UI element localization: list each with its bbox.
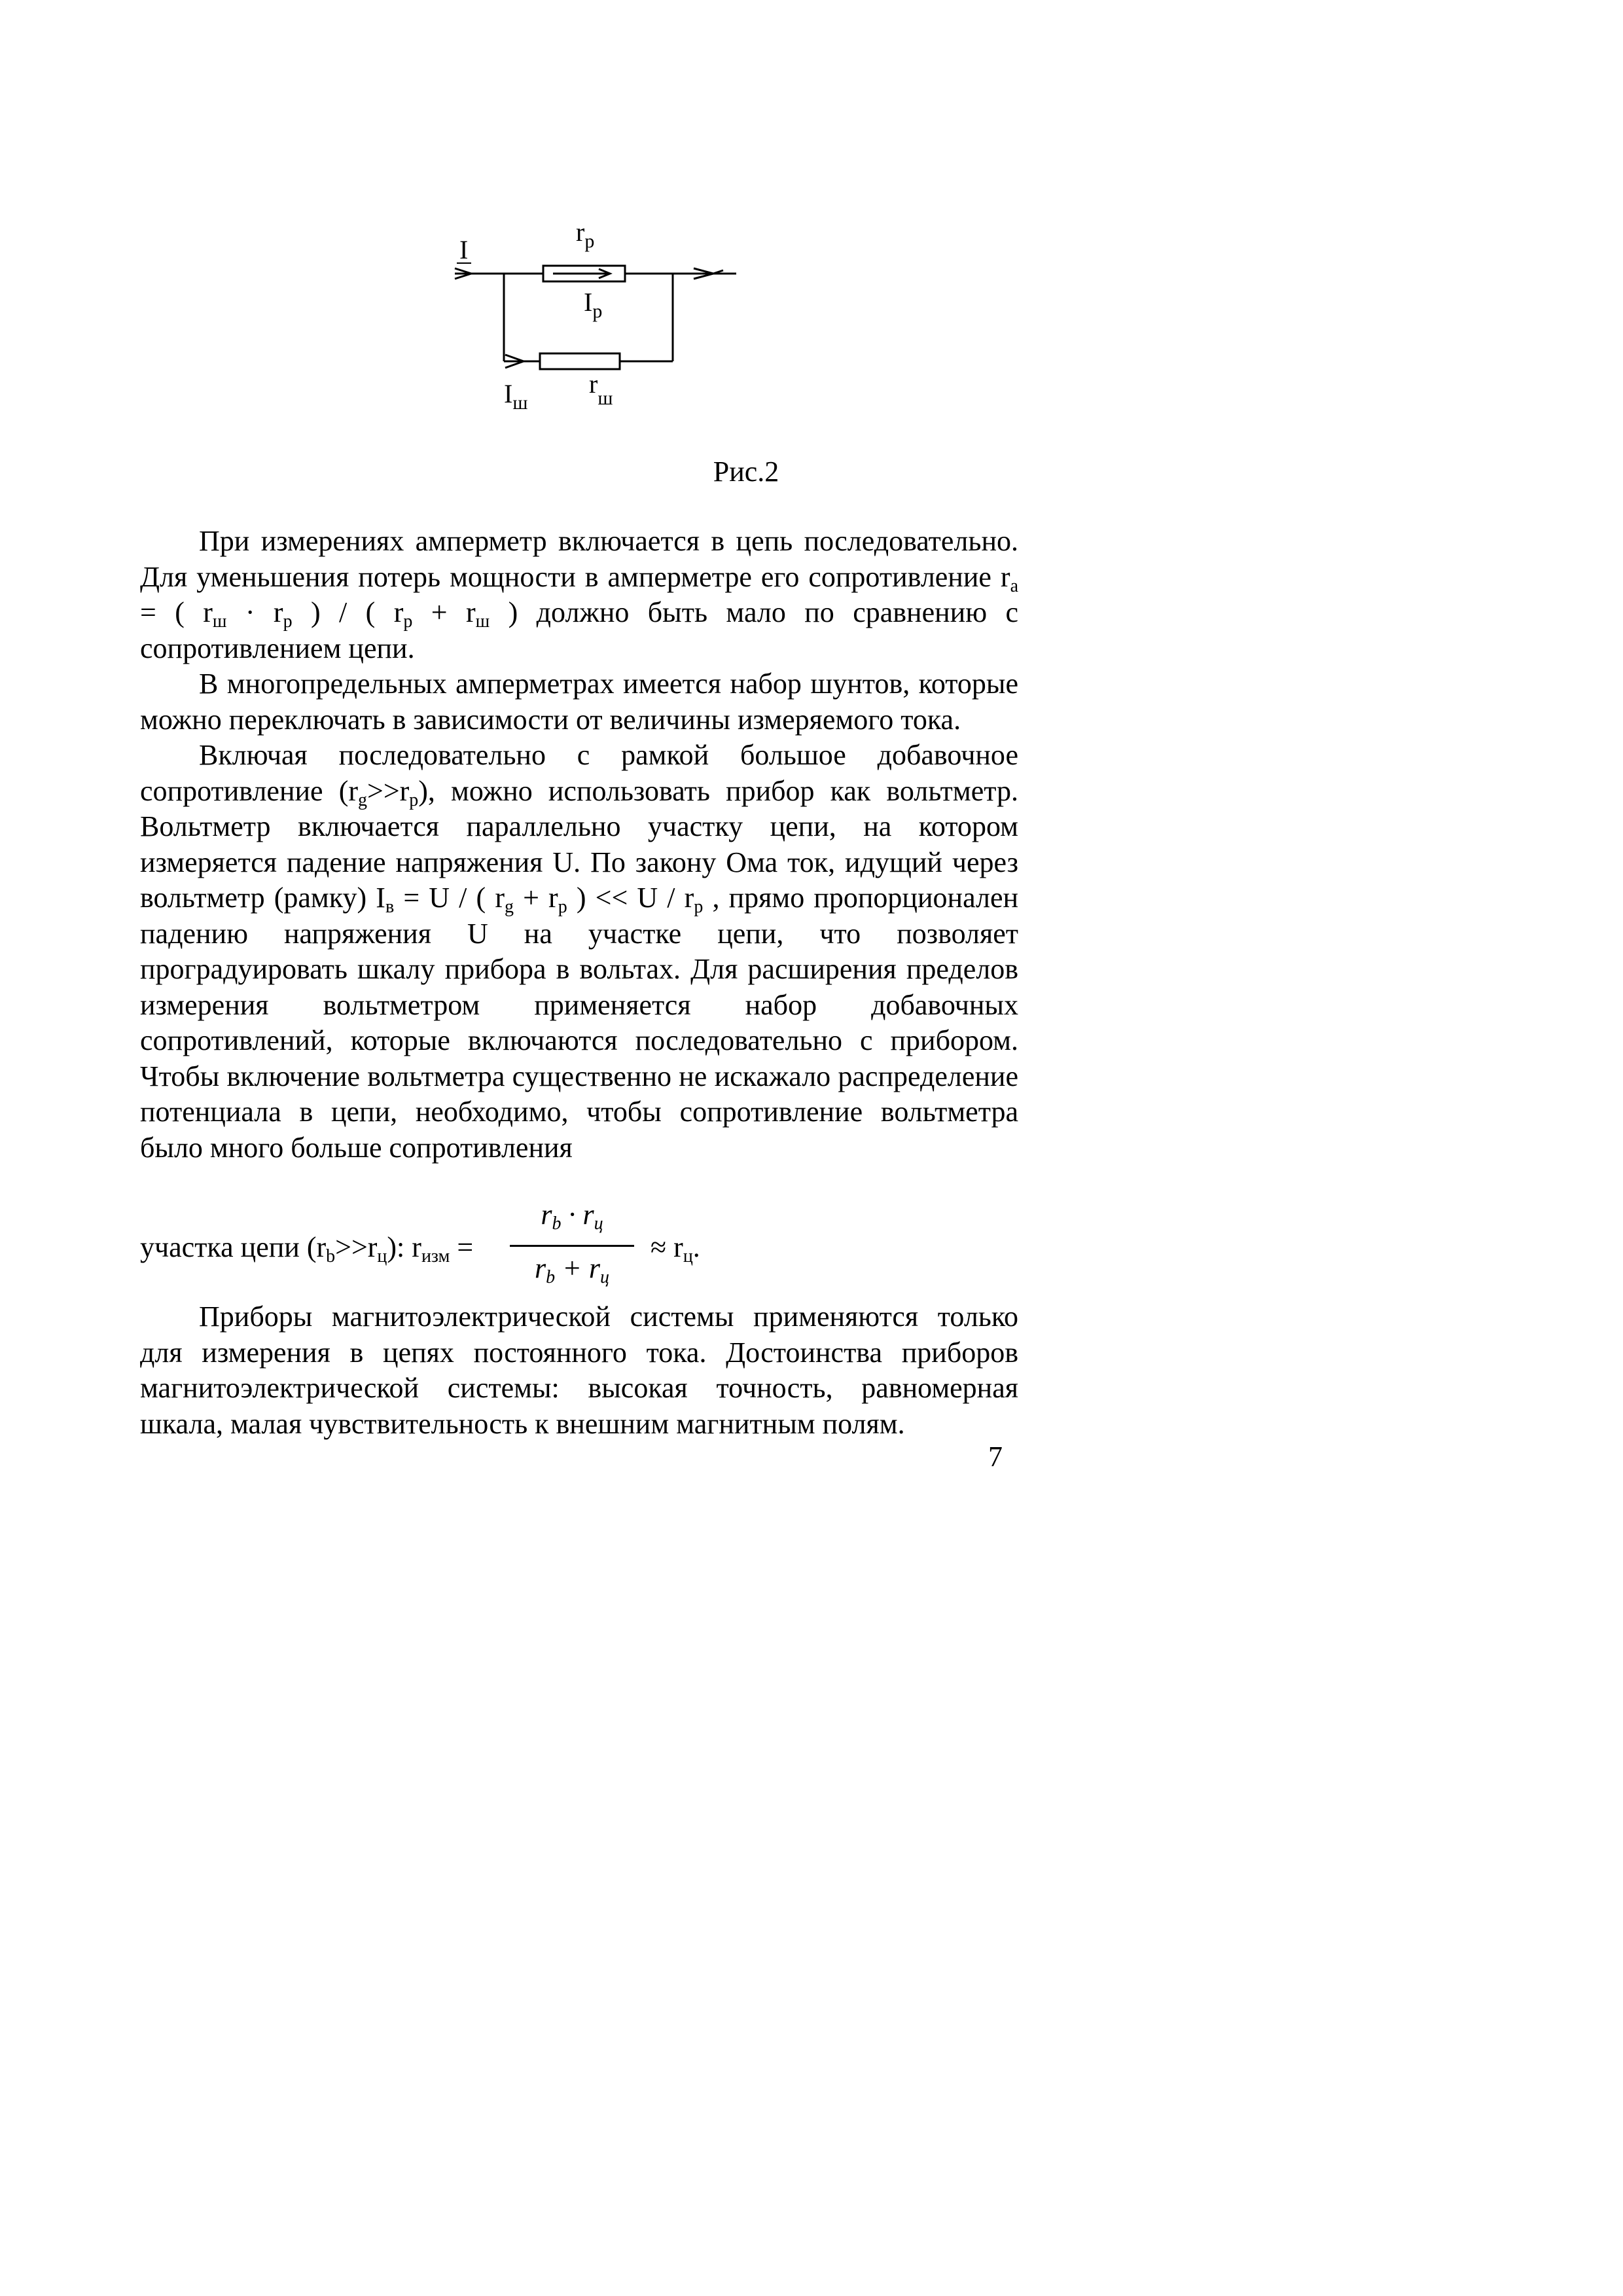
paragraph-3: Включая последовательно с рамкой большое добавочное сопротивление $(r_g>>r_p)$, можно использовать прибор как вольтметр. Вольтметр включается параллельно участку цепи, на котором измеряется падение напряжения U. По закону Ома ток, идущий через вольтметр (рамку) $I_в = U$ / ( $r_g + r_p$ ) << U / $r_p$ , прямо пропорционален падению напряжения U на участке цепи, что позволяет проградуировать шкалу прибора в вольтах. Для расширения пределов измерения вольтметром применяется набор добавочных сопротивлений, которые включаются последовательно с прибором. Чтобы включение вольтметра существенно не искажало распределение потенциала в цепи, необходимо, чтобы сопротивление вольтметра было много больше сопротивления — [140, 739, 1019, 1164]
label-current: I — [459, 235, 469, 264]
fraction-numerator: $r_b \cdot r_ц$ — [541, 1198, 603, 1234]
figure-caption-text: Рис.2 — [713, 456, 779, 488]
formula-tail: ≈ $r_ц$. — [651, 1231, 700, 1266]
formula-fraction — [507, 1198, 637, 1296]
figure-caption — [0, 455, 1623, 488]
page-number: 7 — [988, 1441, 1003, 1473]
resistor-rsh — [540, 353, 620, 369]
fraction-denominator: $r_b + r_ц$ — [535, 1252, 609, 1287]
circuit-diagram — [432, 209, 759, 425]
paragraph-4: Приборы магнитоэлектрической системы применяются только для измерения в цепях постоянного тока. Достоинства приборов магнитоэлектрической системы: высокая точность, равномерная шкала, малая чувствительность к внешним магнитным полям. — [140, 1300, 1018, 1440]
paragraph-2: В многопредельных амперметрах имеется набор шунтов, которые можно переключать в зависимости от величины измеряемого тока. — [140, 668, 1018, 736]
formula-lead: участка цепи $(r_b>>r_ц)$: $r_{изм}$ = — [140, 1231, 474, 1266]
body-text-top — [140, 524, 1018, 1166]
label-rp: $r_p$ — [576, 217, 595, 252]
paragraph-1: При измерениях амперметр включается в цепь последовательно. Для уменьшения потерь мощности в амперметре его сопротивление $r_a$ = ( $r_ш \cdot r_p$ ) / ( $r_p + r_ш$ ) должно быть мало по сравнению с сопротивлением цепи. — [140, 525, 1018, 664]
fraction-bar — [510, 1245, 634, 1247]
label-ish: $I_ш$ — [504, 379, 528, 414]
formula-line — [140, 1198, 1018, 1302]
body-text-bottom — [140, 1299, 1018, 1442]
label-ip: $I_p$ — [584, 287, 603, 322]
label-rsh: $r_ш$ — [589, 369, 613, 409]
